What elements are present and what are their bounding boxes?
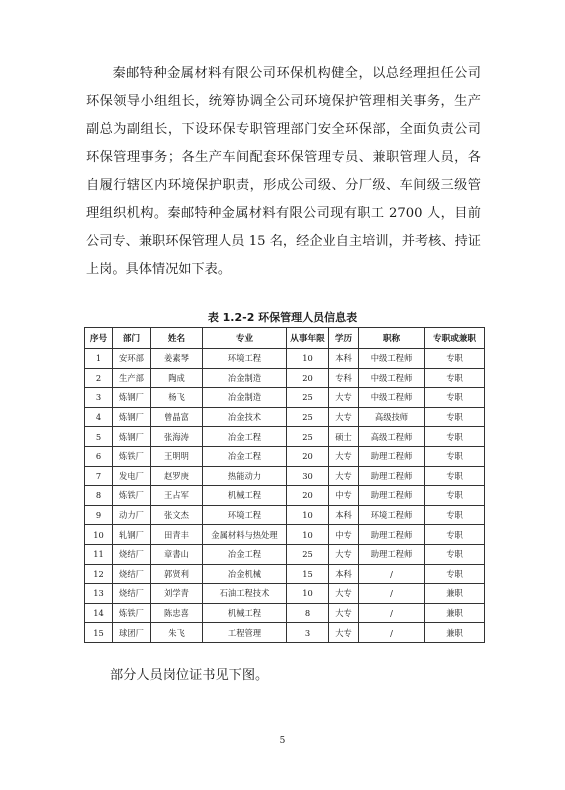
table-cell: 2: [85, 368, 113, 388]
table-cell: 田青丰: [151, 525, 203, 545]
table-cell: 专职: [425, 505, 485, 525]
table-cell: /: [359, 603, 425, 623]
table-cell: 炼钢厂: [113, 407, 151, 427]
table-row: [85, 564, 485, 584]
table-cell: 专职: [425, 427, 485, 447]
table-cell: 助理工程师: [359, 446, 425, 466]
table-cell: 20: [287, 486, 329, 506]
table-cell: 王占军: [151, 486, 203, 506]
header-cell: 部门: [113, 328, 151, 349]
table-cell: 专职: [425, 466, 485, 486]
table-cell: 中专: [329, 486, 359, 506]
table-cell: 姜素琴: [151, 349, 203, 369]
table-cell: 25: [287, 544, 329, 564]
table-cell: 15: [287, 564, 329, 584]
table-cell: 12: [85, 564, 113, 584]
table-cell: 炼铁厂: [113, 603, 151, 623]
table-cell: 炼钢厂: [113, 427, 151, 447]
table-cell: 10: [287, 349, 329, 369]
table-row: [85, 525, 485, 545]
header-cell: 职称: [359, 328, 425, 349]
table-cell: 大专: [329, 544, 359, 564]
table-cell: 高级工程师: [359, 427, 425, 447]
table-cell: 8: [85, 486, 113, 506]
table-cell: 生产部: [113, 368, 151, 388]
table-cell: 专科: [329, 368, 359, 388]
table-header-row: [85, 328, 485, 349]
table-row: [85, 486, 485, 506]
table-cell: 冶金制造: [203, 388, 287, 408]
table-cell: 中专: [329, 525, 359, 545]
table-cell: 25: [287, 388, 329, 408]
table-cell: 大专: [329, 388, 359, 408]
table-cell: 25: [287, 407, 329, 427]
table-cell: 本科: [329, 349, 359, 369]
table-cell: 冶金机械: [203, 564, 287, 584]
table-cell: 助理工程师: [359, 466, 425, 486]
table-cell: 环境工程: [203, 505, 287, 525]
table-caption: 表 1.2-2 环保管理人员信息表: [207, 311, 358, 324]
table-cell: 本科: [329, 564, 359, 584]
table-cell: 30: [287, 466, 329, 486]
table-cell: 大专: [329, 603, 359, 623]
table-cell: 大专: [329, 446, 359, 466]
table-cell: 硕士: [329, 427, 359, 447]
table-cell: 炼铁厂: [113, 446, 151, 466]
table-cell: 大专: [329, 623, 359, 643]
table-cell: 兼职: [425, 584, 485, 604]
table-row: [85, 368, 485, 388]
table-cell: 冶金工程: [203, 544, 287, 564]
table-cell: 10: [85, 525, 113, 545]
intro-paragraph-text: 秦邮特种金属材料有限公司环保机构健全，以总经理担任公司环保领导小组组长，统筹协调全公司环境保护管理相关事务，生产副总为副组长，下设环保专职管理部门安全环保部，全面负责公司环保管理事务；各生产车间配套环保管理专员、兼职管理人员，各自履行辖区内环境保护职责，形成公司级、分厂级、车间级三级管理组织机构。秦邮特种金属材料有限公司现有职工 2700 人，目前公司专、兼职环保管理人员 15 名，经企业自主培训，并考核、持证上岗。具体情况如下表。: [86, 66, 481, 277]
table-cell: 20: [287, 368, 329, 388]
table-cell: 3: [85, 388, 113, 408]
table-cell: 专职: [425, 486, 485, 506]
table-cell: 25: [287, 427, 329, 447]
table-cell: /: [359, 623, 425, 643]
table-cell: 高级技师: [359, 407, 425, 427]
table-cell: 朱飞: [151, 623, 203, 643]
header-cell: 专职或兼职: [425, 328, 485, 349]
table-cell: 石油工程技术: [203, 584, 287, 604]
table-cell: 本科: [329, 505, 359, 525]
table-cell: 刘学青: [151, 584, 203, 604]
table-cell: 赵罗庚: [151, 466, 203, 486]
table-cell: 金属材料与热处理: [203, 525, 287, 545]
header-cell: 从事年限: [287, 328, 329, 349]
table-cell: 8: [287, 603, 329, 623]
table-cell: 杨飞: [151, 388, 203, 408]
table-cell: 机械工程: [203, 603, 287, 623]
table-cell: 张海涛: [151, 427, 203, 447]
table-cell: 冶金制造: [203, 368, 287, 388]
page-number: 5: [279, 736, 286, 746]
table-cell: 炼铁厂: [113, 486, 151, 506]
table-cell: 11: [85, 544, 113, 564]
table-cell: 中级工程师: [359, 388, 425, 408]
table-cell: 20: [287, 446, 329, 466]
table-cell: 7: [85, 466, 113, 486]
table-cell: 冶金工程: [203, 446, 287, 466]
header-cell: 姓名: [151, 328, 203, 349]
table-cell: 10: [287, 505, 329, 525]
table-cell: 助理工程师: [359, 544, 425, 564]
table-cell: 环境工程师: [359, 505, 425, 525]
table-cell: 王明明: [151, 446, 203, 466]
table-cell: 章書山: [151, 544, 203, 564]
table-cell: 发电厂: [113, 466, 151, 486]
table-cell: 助理工程师: [359, 525, 425, 545]
table-cell: 专职: [425, 525, 485, 545]
table-cell: 张文杰: [151, 505, 203, 525]
table-cell: 专职: [425, 368, 485, 388]
table-cell: 工程管理: [203, 623, 287, 643]
table-cell: 陶成: [151, 368, 203, 388]
table-cell: 专职: [425, 407, 485, 427]
table-cell: 10: [287, 525, 329, 545]
table-cell: 动力厂: [113, 505, 151, 525]
header-cell: 序号: [85, 328, 113, 349]
intro-paragraph: [86, 60, 481, 284]
table-cell: 专职: [425, 446, 485, 466]
table-row: [85, 603, 485, 623]
table-row: [85, 349, 485, 369]
table-body: [85, 349, 485, 643]
table-cell: 大专: [329, 584, 359, 604]
table-cell: 大专: [329, 466, 359, 486]
table-cell: 环境工程: [203, 349, 287, 369]
header-cell: 专业: [203, 328, 287, 349]
closing-sentence: 部分人员岗位证书见下图。: [110, 668, 269, 683]
table-cell: 冶金工程: [203, 427, 287, 447]
table-cell: 10: [287, 584, 329, 604]
table-cell: 兼职: [425, 603, 485, 623]
table-row: [85, 505, 485, 525]
table-cell: 专职: [425, 349, 485, 369]
table-cell: 5: [85, 427, 113, 447]
table-cell: 曾晶富: [151, 407, 203, 427]
table-row: [85, 427, 485, 447]
table-cell: 9: [85, 505, 113, 525]
table-row: [85, 623, 485, 643]
table-cell: 专职: [425, 544, 485, 564]
table-row: [85, 466, 485, 486]
table-cell: 专职: [425, 388, 485, 408]
table-cell: 冶金技术: [203, 407, 287, 427]
header-cell: 学历: [329, 328, 359, 349]
table-cell: 1: [85, 349, 113, 369]
table-cell: 3: [287, 623, 329, 643]
table-row: [85, 388, 485, 408]
table-cell: 郭贤利: [151, 564, 203, 584]
table-cell: 14: [85, 603, 113, 623]
table-cell: 中级工程师: [359, 349, 425, 369]
table-row: [85, 584, 485, 604]
table-row: [85, 446, 485, 466]
table-row: [85, 407, 485, 427]
staff-table: [84, 327, 485, 643]
table-cell: /: [359, 584, 425, 604]
table-cell: 陈忠喜: [151, 603, 203, 623]
table-cell: 安环部: [113, 349, 151, 369]
table-cell: 15: [85, 623, 113, 643]
table-cell: /: [359, 564, 425, 584]
table-cell: 助理工程师: [359, 486, 425, 506]
table-cell: 6: [85, 446, 113, 466]
table-row: [85, 544, 485, 564]
table-cell: 热能动力: [203, 466, 287, 486]
table-cell: 烧结厂: [113, 584, 151, 604]
table-cell: 炼钢厂: [113, 388, 151, 408]
table-cell: 4: [85, 407, 113, 427]
table-cell: 烧结厂: [113, 564, 151, 584]
table-cell: 烧结厂: [113, 544, 151, 564]
table-cell: 轧钢厂: [113, 525, 151, 545]
table-cell: 13: [85, 584, 113, 604]
table-cell: 中级工程师: [359, 368, 425, 388]
table-cell: 专职: [425, 564, 485, 584]
table-cell: 大专: [329, 407, 359, 427]
table-cell: 机械工程: [203, 486, 287, 506]
table-cell: 球团厂: [113, 623, 151, 643]
table-cell: 兼职: [425, 623, 485, 643]
